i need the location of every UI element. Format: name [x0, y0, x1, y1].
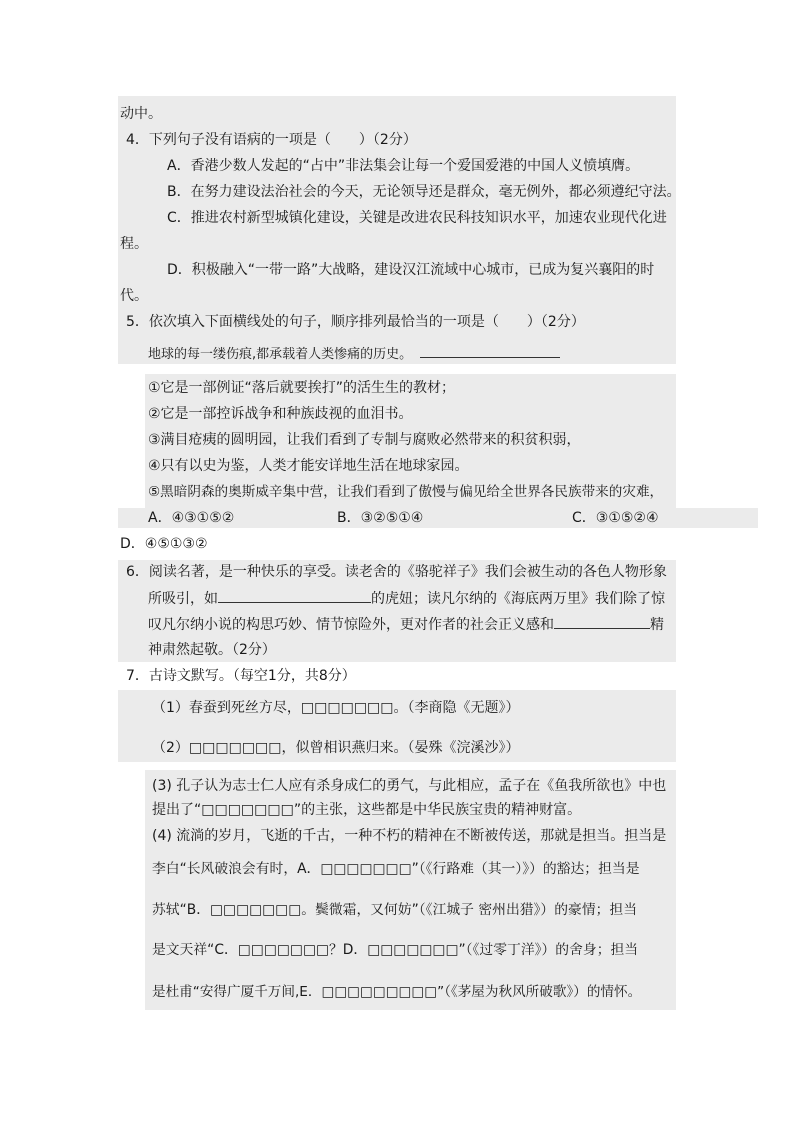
- text-line: 动中。: [120, 106, 162, 122]
- question-6-line-2: [148, 588, 665, 609]
- question-7-item-4a: (4) 流淌的岁月，飞逝的千古，一种不朽的精神在不断被传送，那就是担当。担当是: [152, 828, 667, 844]
- question-6-text: 所吸引，如: [148, 591, 218, 607]
- question-7-item-2: （2）□□□□□□□，似曾相识燕归来。（晏殊《浣溪沙》）: [152, 740, 520, 756]
- question-6-line-3: [148, 614, 664, 635]
- question-4-option-d: D．积极融入“一带一路”大战略，建设汉江流域中心城市，已成为复兴襄阳的时: [167, 262, 655, 278]
- question-4-option-d-cont: 代。: [120, 288, 148, 304]
- question-4-option-c: C．推进农村新型城镇化建设，关键是改进农民科技知识水平，加速农业现代化进: [167, 210, 667, 226]
- question-6-blank-2[interactable]: [554, 614, 650, 629]
- question-5-sentence-2: ②它是一部控诉战争和种族歧视的血泪书。: [148, 406, 413, 422]
- question-7-item-4b: 李白“长风破浪会有时，A．□□□□□□□”（《行路难（其一）》）的豁达；担当是: [152, 861, 640, 877]
- question-5-answer-d: D．④⑤①③②: [120, 536, 208, 552]
- question-7-item-3a: (3) 孔子认为志士仁人应有杀身成仁的勇气，与此相应，孟子在《鱼我所欲也》中也: [152, 778, 667, 794]
- question-4-option-c-cont: 程。: [120, 236, 148, 252]
- question-5-sentence-5: ⑤黑暗阴森的奥斯威辛集中营，让我们看到了傲慢与偏见给全世界各民族带来的灾难，: [148, 484, 664, 500]
- question-6-text: 叹凡尔纳小说的构思巧妙、情节惊险外，更对作者的社会正义感和: [148, 617, 554, 633]
- question-7-item-3b: 提出了“□□□□□□□”的主张，这些都是中华民族宝贵的精神财富。: [152, 802, 582, 818]
- question-5-stem: 5．依次填入下面横线处的句子，顺序排列最恰当的一项是（ ）（2分）: [126, 314, 585, 330]
- question-7-item-1: （1）春蚕到死丝方尽，□□□□□□□。（李商隐《无题》）: [152, 700, 520, 716]
- question-7-stem: 7．古诗文默写。（每空1分，共8分）: [126, 668, 356, 684]
- question-5-passage-text: 地球的每一缕伤痕,都承载着人类惨痛的历史。: [148, 347, 413, 362]
- question-5-answer-c: C．③①⑤②④: [572, 510, 659, 526]
- question-5-answer-b: B．③②⑤①④: [337, 510, 424, 526]
- question-7-item-4d: 是文天祥“C．□□□□□□□？D．□□□□□□□”（《过零丁洋》）的舍身；担当: [152, 942, 639, 958]
- question-7-item-4e: 是杜甫“安得广厦千万间,E．□□□□□□□□□”（《茅屋为秋风所破歌》）的情怀。: [152, 984, 642, 1000]
- question-5-passage: [148, 343, 560, 365]
- question-5-answer-a: A．④③①⑤②: [148, 510, 235, 526]
- question-6-text: 精: [650, 617, 664, 633]
- question-5-sentence-1: ①它是一部例证“落后就要挨打”的活生生的教材；: [148, 380, 456, 396]
- question-5-sentence-4: ④只有以史为鉴，人类才能安详地生活在地球家园。: [148, 458, 469, 474]
- question-5-blank[interactable]: [420, 343, 560, 358]
- question-6-text: 的虎妞；读凡尔纳的《海底两万里》我们除了惊: [371, 591, 665, 607]
- question-4-option-b: B．在努力建设法治社会的今天，无论领导还是群众，毫无例外，都必须遵纪守法。: [167, 184, 681, 200]
- question-4-stem: 4．下列句子没有语病的一项是（ ）（2分）: [126, 132, 417, 148]
- question-6-line-1: 6．阅读名著，是一种快乐的享受。读老舍的《骆驼祥子》我们会被生动的各色人物形象: [126, 564, 667, 580]
- question-5-sentence-3: ③满目疮痍的圆明园，让我们看到了专制与腐败必然带来的积贫积弱，: [148, 432, 581, 448]
- question-4-option-a: A．香港少数人发起的“占中”非法集会让每一个爱国爱港的中国人义愤填膺。: [167, 158, 640, 174]
- question-7-item-4c: 苏轼“B．□□□□□□□。鬓微霜，又何妨”（《江城子 密州出猎》）的豪情；担当: [152, 902, 638, 918]
- question-6-blank-1[interactable]: [218, 588, 371, 603]
- question-6-line-4: 神肃然起敬。（2分）: [148, 642, 276, 658]
